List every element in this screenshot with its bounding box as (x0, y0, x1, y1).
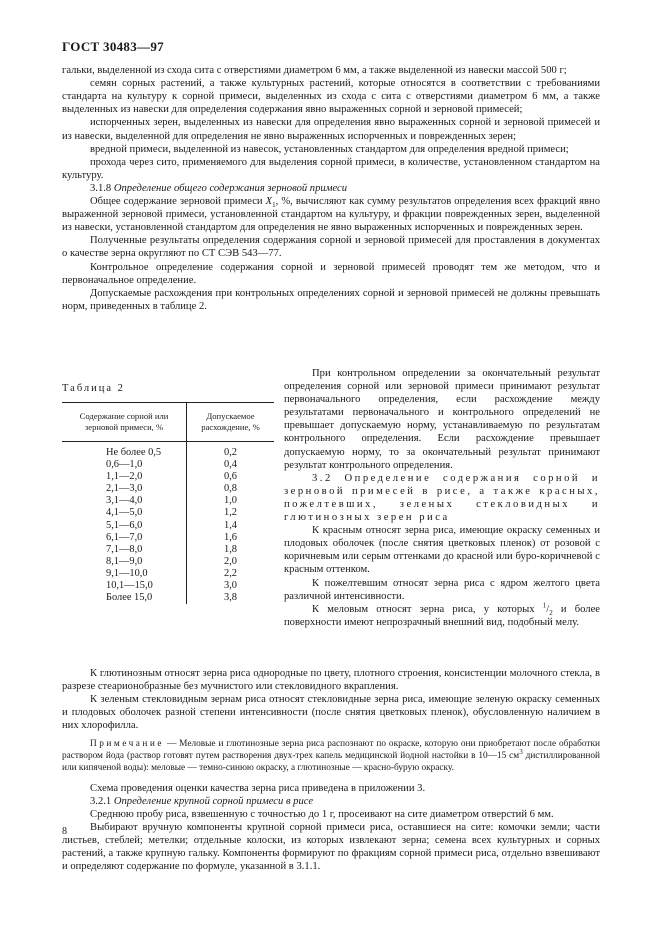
paragraph: прохода через сито, применяемого для выделения сорной примеси, в количестве, установленном стандартом на культуру. (62, 156, 600, 181)
section-heading (62, 795, 600, 808)
cell-tolerance: 0,4 (224, 459, 237, 471)
table-title: Таблица 2 (62, 383, 125, 394)
table-header-content: Содержание сорной или зерновой примеси, % (62, 403, 187, 442)
cell-content: 9,1—10,0 (62, 568, 187, 580)
paragraph: К зеленым стекловидным зернам риса относят стекловидные зерна риса, имеющие зеленую окраску семенных и плодовых оболочек разной степени интенсивности (после снятия цветковых пленок), обусловленную наличием в них хлорофилла. (62, 694, 600, 732)
section-heading (62, 182, 600, 195)
paragraph: вредной примеси, выделенной из навесок, установленных стандартом для определения вредной примеси; (90, 143, 569, 155)
paragraph: При контрольном определении за окончательный результат определения сорной или зерновой примеси принимают результат первоначального определения, если расхождение между результатами первоначального и контрольного определений не превышает допускаемую норму, устанавливаемую по результатам контрольного определения. Если расхождение превышает допускаемую норму, то за окончательный результат принимают результат контрольного определения. (284, 368, 600, 471)
superscript: 3 (519, 748, 523, 757)
table-header-tolerance: Допускаемое расхождение, % (187, 403, 275, 442)
cell-tolerance: 3,8 (224, 592, 237, 604)
paragraph: Выбирают вручную компоненты крупной сорной примеси риса, оставшиеся на сите: комочки земли; части листьев, стеблей; метелки; отдельные колоски, из которых извлекают зерна; семена всех культурных и сорных растений, а также крупную гальку. Компоненты формируют по фракциям сорной примеси риса, отдельно взвешивают и определяют содержание по формуле, указанной в 3.1.1. (62, 821, 600, 873)
cell-tolerance: 1,0 (224, 495, 237, 507)
section-title: Определение крупной сорной примеси в рисе (113, 795, 314, 807)
cell-tolerance: 0,2 (224, 447, 237, 458)
paragraph: гальки, выделенной из схода сита с отверстиями диаметром 6 мм, а также выделенной из навески массой 500 г; (62, 65, 567, 77)
page-number: 8 (62, 826, 67, 837)
cell-content: 7,1—8,0 (62, 544, 187, 556)
fraction-den: 2 (549, 608, 553, 617)
section-heading-3-2: 3.2 Определение содержания сорной и зерновой примесей в рисе, а также красных, пожелтевших, зеленых стекловидных и глютинозных зерен риса (284, 472, 600, 524)
text-run: Общее содержание зерновой примеси (90, 196, 266, 208)
text-run: К меловым относят зерна риса, у которых (312, 603, 543, 615)
cell-tolerance: 1,4 (224, 519, 237, 531)
cell-content: 2,1—3,0 (62, 483, 187, 495)
paragraph: Схема проведения оценки качества зерна риса приведена в приложении 3. (90, 782, 426, 794)
cell-content: 10,1—15,0 (62, 580, 187, 592)
subscript: 1 (272, 201, 276, 210)
text-run: и более поверхности имеют непрозрачный внешний вид, подобный мелу. (284, 603, 600, 628)
fraction: 1 (542, 601, 547, 610)
cell-content: 8,1—9,0 (62, 556, 187, 568)
cell-tolerance: 1,2 (224, 507, 237, 519)
paragraph: Среднюю пробу риса, взвешенную с точностью до 1 г, просеивают на сите диаметром отверстий 6 мм. (90, 808, 554, 820)
cell-tolerance: 1,8 (224, 543, 237, 555)
lower-text (62, 367, 600, 873)
document-page (62, 40, 600, 313)
cell-content: Не более 0,5 (62, 442, 187, 460)
note (62, 739, 600, 774)
cell-tolerance: 2,2 (224, 567, 237, 579)
variable: X (265, 196, 273, 208)
section-number: 3.1.8 (90, 182, 112, 194)
cell-content: 4,1—5,0 (62, 507, 187, 519)
cell-tolerance: 1,6 (224, 531, 237, 543)
cell-content: 5,1—6,0 (62, 520, 187, 532)
text-run: , %, вычисляют как сумму результатов определения всех фракций явно выраженной зерновой примеси, установленной стандартом на культуру, и фракции поврежденных зерен, выделенной из навески, установленной стандартом для определения не явно выраженных испорченных и поврежденных зерен. (62, 196, 600, 234)
cell-content: 0,6—1,0 (62, 459, 187, 471)
paragraph (62, 195, 600, 234)
cell-content: 6,1—7,0 (62, 532, 187, 544)
paragraph: К красным относят зерна риса, имеющие окраску семенных и плодовых оболочек (после снятия цветковых пленок) от розовой с коричневым или серым оттенками до красной или буро-коричневой с красным оттенком. (284, 525, 600, 576)
note-text: — Меловые и глютинозные зерна риса распознают по окраске, которую они приобретают после обработки раствором йода (раствор готовят путем растворения двух-трех капель медицинской йодной настойки в 10—15 см (62, 739, 600, 762)
paragraph: Контрольное определение содержания сорной и зерновой примесей проводят тем же методом, что и первоначальное определение. (62, 261, 600, 286)
cell-content: 1,1—2,0 (62, 471, 187, 483)
table-spacer (62, 367, 284, 667)
paragraph: Полученные результаты определения содержания сорной и зерновой примесей для проставления в документах о качестве зерна округляют по СТ СЭВ 543—77. (62, 235, 600, 260)
note-label: Примечание (90, 739, 164, 750)
paragraph: К меловым относят зерна риса, у которых $^1/_2$ и более поверхности имеют непрозрачный внешний вид, подобный мелу. (284, 601, 600, 628)
cell-content: Более 15,0 (62, 592, 187, 604)
section-number: 3.2.1 (90, 795, 112, 807)
paragraph: К глютинозным относят зерна риса однородные по цвету, плотного строения, консистенции молочного стекла, в разрезе стеарионобразные без мучнистого или стекловидного вкрапления. (62, 668, 600, 693)
paragraph: Допускаемые расхождения при контрольных определениях сорной и зерновой примесей не должны превышать норм, приведенных в таблице 2. (62, 287, 600, 312)
note-text: дистиллированной или кипяченой воды): меловые — темно-синюю окраску, а глютинозные — красно-бурую окраску. (62, 751, 600, 773)
section-title: Определение общего содержания зерновой примеси (113, 182, 348, 194)
cell-tolerance: 2,0 (224, 555, 237, 567)
cell-tolerance: 0,8 (224, 483, 237, 495)
cell-tolerance: 3,0 (224, 580, 237, 592)
cell-tolerance: 0,6 (224, 471, 237, 483)
document-header: ГОСТ 30483—97 (62, 39, 164, 54)
paragraph: семян сорных растений, а также культурных растений, которые относятся в соответствии с требованиями стандарта на культуру к сорной примеси, выделенных из схода с сита с отверстиями диаметром 6 мм, а также выделенных из навески для определения содержания явно выраженных сорной и зерновой примесей; (62, 78, 600, 116)
paragraph: испорченных зерен, выделенных из навески для определения явно выраженных сорной и зерновой примесей и из навески, выделенной для определения не явно выраженных испорченных и поврежденных зерен; (62, 117, 600, 142)
cell-content: 3,1—4,0 (62, 495, 187, 507)
paragraph: К пожелтевшим относят зерна риса с ядром желтого цвета различной интенсивности. (284, 577, 600, 602)
